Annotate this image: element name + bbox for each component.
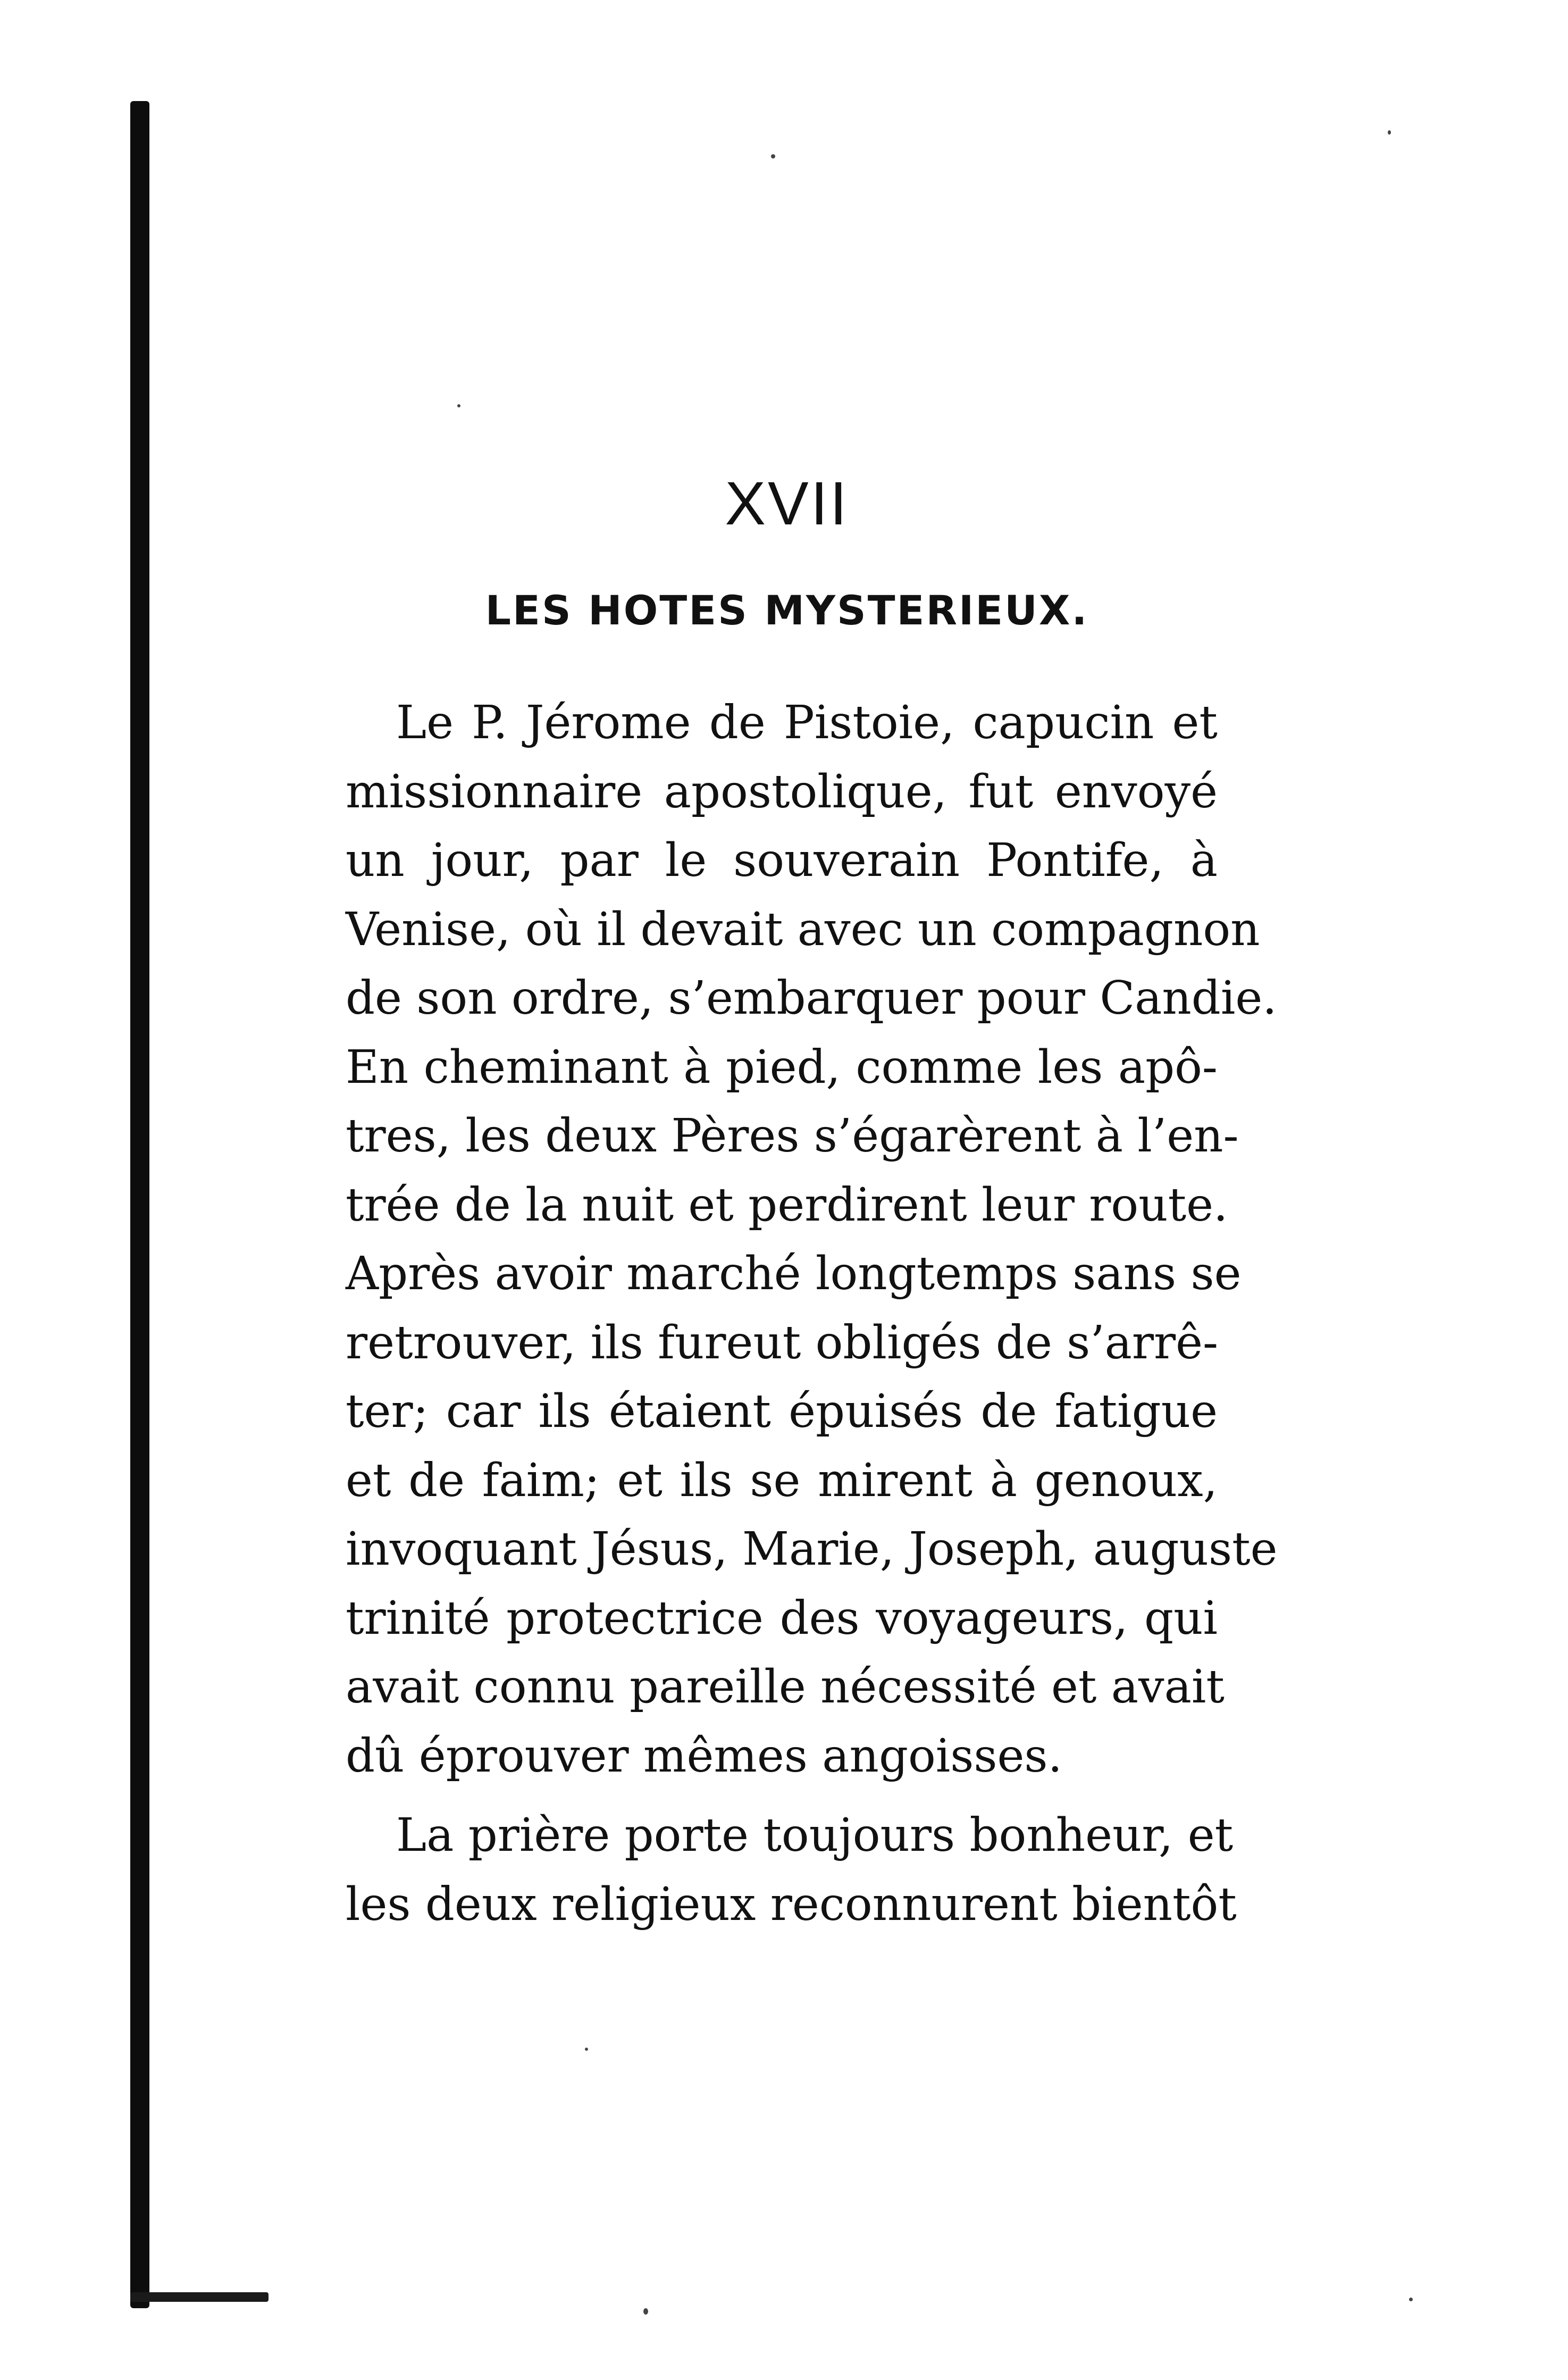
paragraph-gap <box>346 1791 1218 1801</box>
paragraph <box>346 689 1278 1791</box>
scan-speck <box>1388 130 1391 135</box>
scan-speck <box>457 404 460 407</box>
body-text <box>346 689 1278 1939</box>
text-line: un jour, par le souverain Pontife, à <box>346 834 1218 887</box>
text-line: de son ordre, s’embarquer pour Candie. <box>346 972 1277 1025</box>
text-line: La prière porte toujours bonheur, et <box>396 1809 1234 1862</box>
text-line: trée de la nuit et perdirent leur route. <box>346 1178 1228 1232</box>
text-line: les deux religieux reconnurent bientôt <box>346 1877 1237 1931</box>
text-line: et de faim; et ils se mirent à genoux, <box>346 1454 1218 1507</box>
text-line: missionnaire apostolique, fut envoyé <box>346 765 1218 819</box>
text-line: En cheminant à pied, comme les apô- <box>346 1040 1218 1094</box>
text-line: Après avoir marché longtemps sans se <box>346 1247 1242 1300</box>
scan-speck <box>771 154 775 158</box>
scan-speck <box>585 2048 588 2051</box>
binding-edge <box>130 101 149 2308</box>
text-line: invoquant Jésus, Marie, Joseph, auguste <box>346 1523 1278 1576</box>
binding-edge-foot <box>130 2292 269 2302</box>
text-line: Le P. Jérome de Pistoie, capucin et <box>396 696 1218 749</box>
text-line: avait connu pareille nécessité et avait <box>346 1660 1225 1714</box>
text-line: tres, les deux Pères s’égarèrent à l’en- <box>346 1109 1239 1163</box>
text-line: Venise, où il devait avec un compagnon <box>346 903 1260 956</box>
chapter-number: XVII <box>725 470 849 538</box>
scan-speck <box>643 2308 648 2315</box>
scan-speck <box>1409 2298 1413 2301</box>
text-line: ter; car ils étaient épuisés de fatigue <box>346 1385 1218 1438</box>
paragraph <box>346 1801 1237 1939</box>
text-line: trinité protectrice des voyageurs, qui <box>346 1591 1218 1645</box>
chapter-title: LES HOTES MYSTERIEUX. <box>485 587 1089 634</box>
text-line: dû éprouver mêmes angoisses. <box>346 1729 1062 1783</box>
text-line: retrouver, ils fureut obligés de s’arrê- <box>346 1316 1219 1369</box>
